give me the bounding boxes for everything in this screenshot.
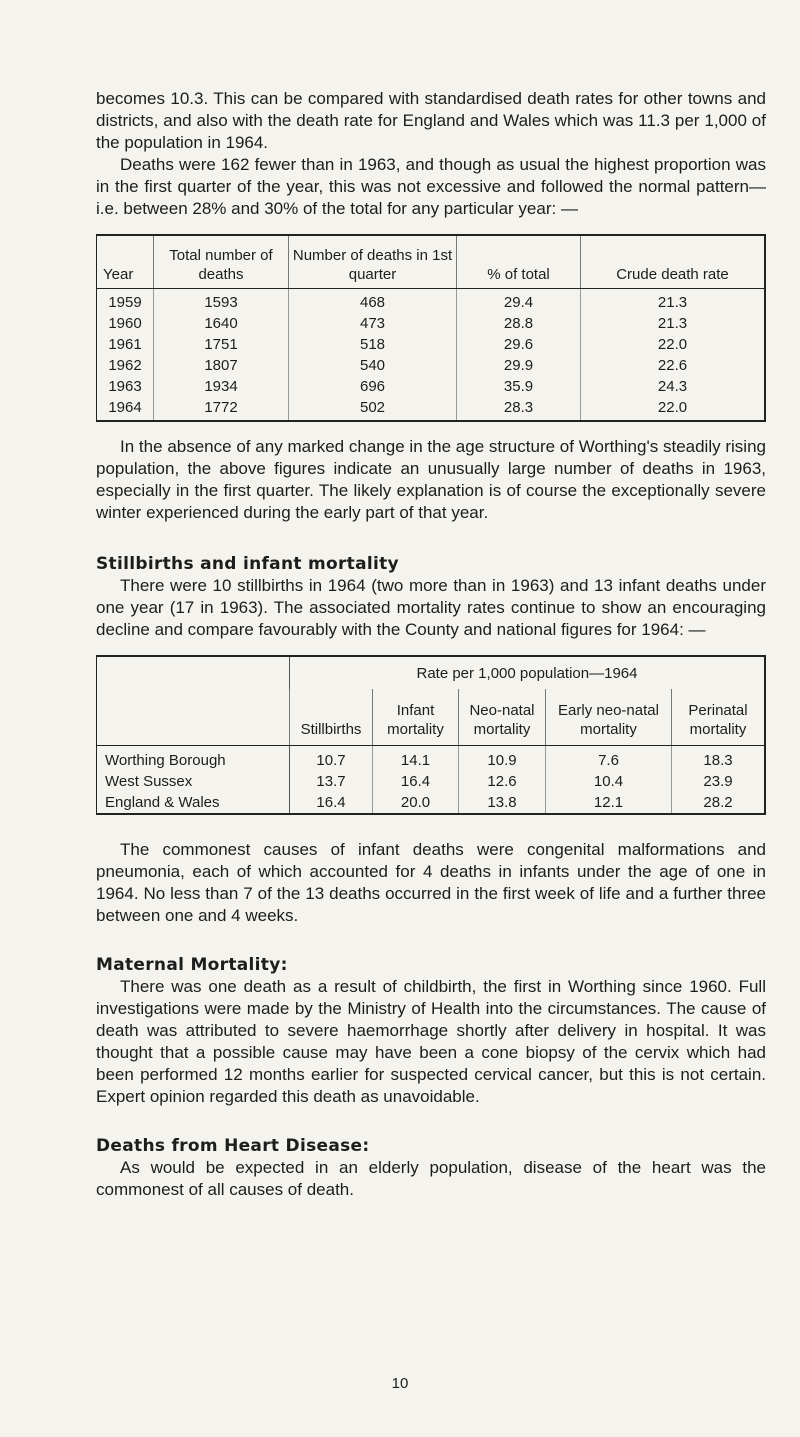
table-row: [97, 334, 766, 355]
heart-disease-paragraph: As would be expected in an elderly population, disease of the heart was the commonest of all causes of death.: [96, 1158, 766, 1199]
intro-paragraph-1: becomes 10.3. This can be compared with standardised death rates for other towns and districts, and also with the death rate for England and Wales which was 11.3 per 1,000 of the population in 1964.: [96, 89, 766, 152]
table-row: [97, 771, 766, 792]
total-deaths-cell: 1772: [154, 397, 289, 421]
table-row: [97, 376, 766, 397]
first-quarter-cell: 473: [289, 313, 457, 334]
early-neonatal-cell: 12.1: [546, 792, 672, 814]
neonatal-cell: 13.8: [459, 792, 546, 814]
crude-rate-cell: 22.0: [581, 334, 766, 355]
table-row: [97, 746, 766, 772]
heart-disease-heading: Deaths from Heart Disease:: [96, 1136, 370, 1156]
crude-rate-cell: 21.3: [581, 313, 766, 334]
crude-rate-cell: 22.6: [581, 355, 766, 376]
year-cell: 1959: [108, 294, 142, 311]
absence-paragraph: In the absence of any marked change in the age structure of Worthing's steadily rising population, the above figures indicate an unusually large number of deaths in 1963, especially in the first quarter. The likely explanation is of course the exceptionally severe winter experienced during the early part of that year.: [96, 437, 766, 522]
causes-paragraph: The commonest causes of infant deaths were congenital malformations and pneumonia, each of which accounted for 4 deaths in infants under the age of one in 1964. No less than 7 of the 13 deaths occurred in the first week of life and a further three between one and 4 weeks.: [96, 840, 766, 925]
early-neonatal-cell: 10.4: [546, 771, 672, 792]
crude-rate-cell: 24.3: [581, 376, 766, 397]
year-cell: 1962: [108, 357, 142, 374]
perinatal-cell: 28.2: [672, 792, 766, 814]
total-deaths-cell: 1934: [154, 376, 289, 397]
table-row: [97, 313, 766, 334]
percent-cell: 29.9: [457, 355, 581, 376]
infant-mortality-cell: 20.0: [373, 792, 459, 814]
area-cell: England & Wales: [105, 794, 220, 811]
table-row: [97, 289, 766, 314]
first-quarter-cell: 502: [289, 397, 457, 421]
deaths-table-header: [97, 235, 766, 289]
percent-cell: 29.6: [457, 334, 581, 355]
area-header-blank: [97, 656, 290, 746]
stillbirths-cell: 13.7: [290, 771, 373, 792]
crude-rate-cell: 22.0: [581, 397, 766, 421]
perinatal-cell: 18.3: [672, 746, 766, 772]
year-cell: 1960: [108, 315, 142, 332]
year-cell: 1961: [108, 336, 142, 353]
crude-rate-cell: 21.3: [581, 289, 766, 314]
percent-cell: 29.4: [457, 289, 581, 314]
document-page: [96, 88, 766, 1201]
col-perinatal-header: Perinatal mortality: [672, 689, 766, 746]
percent-cell: 28.3: [457, 397, 581, 421]
year-cell: 1964: [108, 399, 142, 416]
total-deaths-cell: 1751: [154, 334, 289, 355]
stillbirths-cell: 10.7: [290, 746, 373, 772]
area-cell: West Sussex: [105, 773, 193, 790]
col-infant-mortality-header: Infant mortality: [373, 689, 459, 746]
page-number: 10: [391, 1375, 409, 1392]
rates-table: [96, 655, 766, 815]
perinatal-cell: 23.9: [672, 771, 766, 792]
maternal-paragraph: There was one death as a result of childbirth, the first in Worthing since 1960. Full investigations were made by the Ministry of Health into the circumstances. The cause of death was attributed to severe haemorrhage shortly after delivery in hospital. It was thought that a possible cause may have been a cone biopsy of the cervix which had been performed 12 months earlier for suspected cervical cancer, but this is not certain. Expert opinion regarded this death as unavoidable.: [96, 977, 766, 1106]
col-first-quarter-header: Number of deaths in 1st quarter: [289, 235, 457, 289]
col-total-deaths-header: Total number of deaths: [154, 235, 289, 289]
neonatal-cell: 10.9: [459, 746, 546, 772]
deaths-table: [96, 234, 766, 422]
table-row: [97, 355, 766, 376]
table-row: [97, 397, 766, 421]
col-year-header: Year: [97, 235, 154, 289]
first-quarter-cell: 696: [289, 376, 457, 397]
rates-group-header: Rate per 1,000 population—1964: [290, 656, 766, 689]
col-crude-rate-header: Crude death rate: [581, 235, 766, 289]
col-stillbirths-header: Stillbirths: [290, 689, 373, 746]
total-deaths-cell: 1807: [154, 355, 289, 376]
table-row: [97, 792, 766, 814]
first-quarter-cell: 518: [289, 334, 457, 355]
stillbirths-cell: 16.4: [290, 792, 373, 814]
percent-cell: 35.9: [457, 376, 581, 397]
first-quarter-cell: 468: [289, 289, 457, 314]
col-neonatal-header: Neo-natal mortality: [459, 689, 546, 746]
stillbirths-heading: Stillbirths and infant mortality: [96, 554, 399, 574]
maternal-heading: Maternal Mortality:: [96, 955, 288, 975]
percent-cell: 28.8: [457, 313, 581, 334]
col-percent-header: % of total: [457, 235, 581, 289]
first-quarter-cell: 540: [289, 355, 457, 376]
early-neonatal-cell: 7.6: [546, 746, 672, 772]
total-deaths-cell: 1593: [154, 289, 289, 314]
area-cell: Worthing Borough: [105, 752, 226, 769]
total-deaths-cell: 1640: [154, 313, 289, 334]
intro-paragraph-2: Deaths were 162 fewer than in 1963, and though as usual the highest proportion was in the first quarter of the year, this was not excessive and followed the normal pattern—i.e. between 28% and 30% of the total for any particular year: —: [96, 155, 766, 218]
col-early-neonatal-header: Early neo-natal mortality: [546, 689, 672, 746]
year-cell: 1963: [108, 378, 142, 395]
infant-mortality-cell: 16.4: [373, 771, 459, 792]
infant-mortality-cell: 14.1: [373, 746, 459, 772]
neonatal-cell: 12.6: [459, 771, 546, 792]
stillbirths-paragraph: There were 10 stillbirths in 1964 (two more than in 1963) and 13 infant deaths under one year (17 in 1963). The associated mortality rates continue to show an encouraging decline and compare favourably with the County and national figures for 1964: —: [96, 576, 766, 639]
